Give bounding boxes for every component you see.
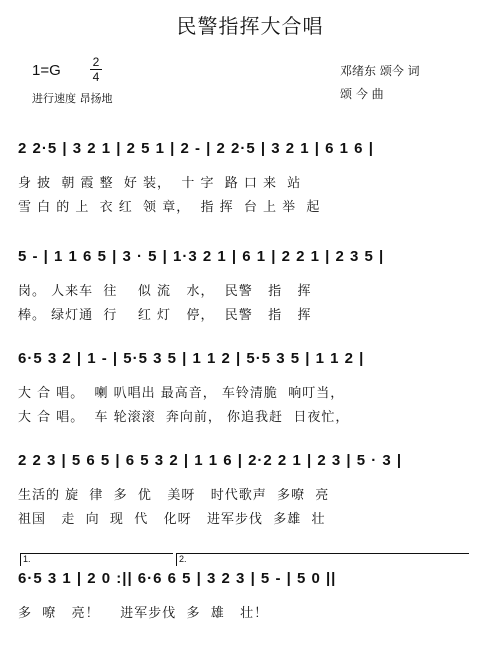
lyric-verse-1: 多 嘹 亮！ 进军步伐 多 雄 壮！ bbox=[18, 606, 269, 621]
lyric-verse-2: 棒。 绿灯通 行 红 灯 停， 民警 指 挥 bbox=[18, 308, 312, 323]
second-ending-bracket: 2. bbox=[176, 553, 469, 566]
notation-line: 6·5 3 2 | 1 - | 5·5 3 5 | 1 1 2 | 5·5 3 5 | 1 1 2 | bbox=[18, 350, 365, 367]
lyric-verse-1: 生活的 旋 律 多 优 美呀 时代歌声 多嘹 亮 bbox=[18, 488, 330, 503]
score-system-3 bbox=[18, 350, 478, 440]
composer-credit: 颂 今 曲 bbox=[340, 87, 384, 101]
notation-line: 2 2·5 | 3 2 1 | 2 5 1 | 2 - | 2 2·5 | 3 2 1 | 6 1 6 | bbox=[18, 140, 374, 157]
tempo-marking: 进行速度 昂扬地 bbox=[32, 92, 113, 105]
lyric-verse-1: 大 合 唱。 喇 叭唱出 最高音， 车铃清脆 响叮当， bbox=[18, 386, 345, 401]
lyricist-credit: 邓绪东 颂今 词 bbox=[340, 64, 420, 78]
notation-line: 6·5 3 1 | 2 0 :|| 6·6 6 5 | 3 2 3 | 5 - | 5 0 || bbox=[18, 570, 337, 587]
lyric-verse-2: 大 合 唱。 车 轮滚滚 奔向前， 你追我赶 日夜忙， bbox=[18, 410, 350, 425]
first-ending-bracket: 1. bbox=[20, 553, 173, 566]
lyric-verse-1: 岗。 人来车 往 似 流 水， 民警 指 挥 bbox=[18, 284, 312, 299]
notation-line: 5 - | 1 1 6 5 | 3 · 5 | 1·3 2 1 | 6 1 | 2 2 1 | 2 3 5 | bbox=[18, 248, 385, 265]
lyric-verse-2: 祖国 走 向 现 代 化呀 进军步伐 多雄 壮 bbox=[18, 512, 326, 527]
score-system-1 bbox=[18, 140, 478, 230]
lyric-verse-1: 身 披 朝 霞 整 好 装， 十 字 路 口 来 站 bbox=[18, 176, 302, 191]
score-system-4 bbox=[18, 452, 478, 542]
notation-line: 2 2 3 | 5 6 5 | 6 5 3 2 | 1 1 6 | 2·2 2 1 | 2 3 | 5 · 3 | bbox=[18, 452, 403, 469]
song-title: 民警指挥大合唱 bbox=[176, 14, 324, 38]
time-signature bbox=[88, 55, 104, 84]
time-sig-bottom: 4 bbox=[92, 70, 100, 84]
lyric-verse-2: 雪 白 的 上 衣 红 领 章， 指 挥 台 上 举 起 bbox=[18, 200, 321, 215]
score-system-2 bbox=[18, 248, 478, 338]
time-sig-top: 2 bbox=[92, 55, 100, 69]
score-system-5 bbox=[18, 570, 478, 640]
key-signature: 1=G bbox=[32, 62, 61, 79]
